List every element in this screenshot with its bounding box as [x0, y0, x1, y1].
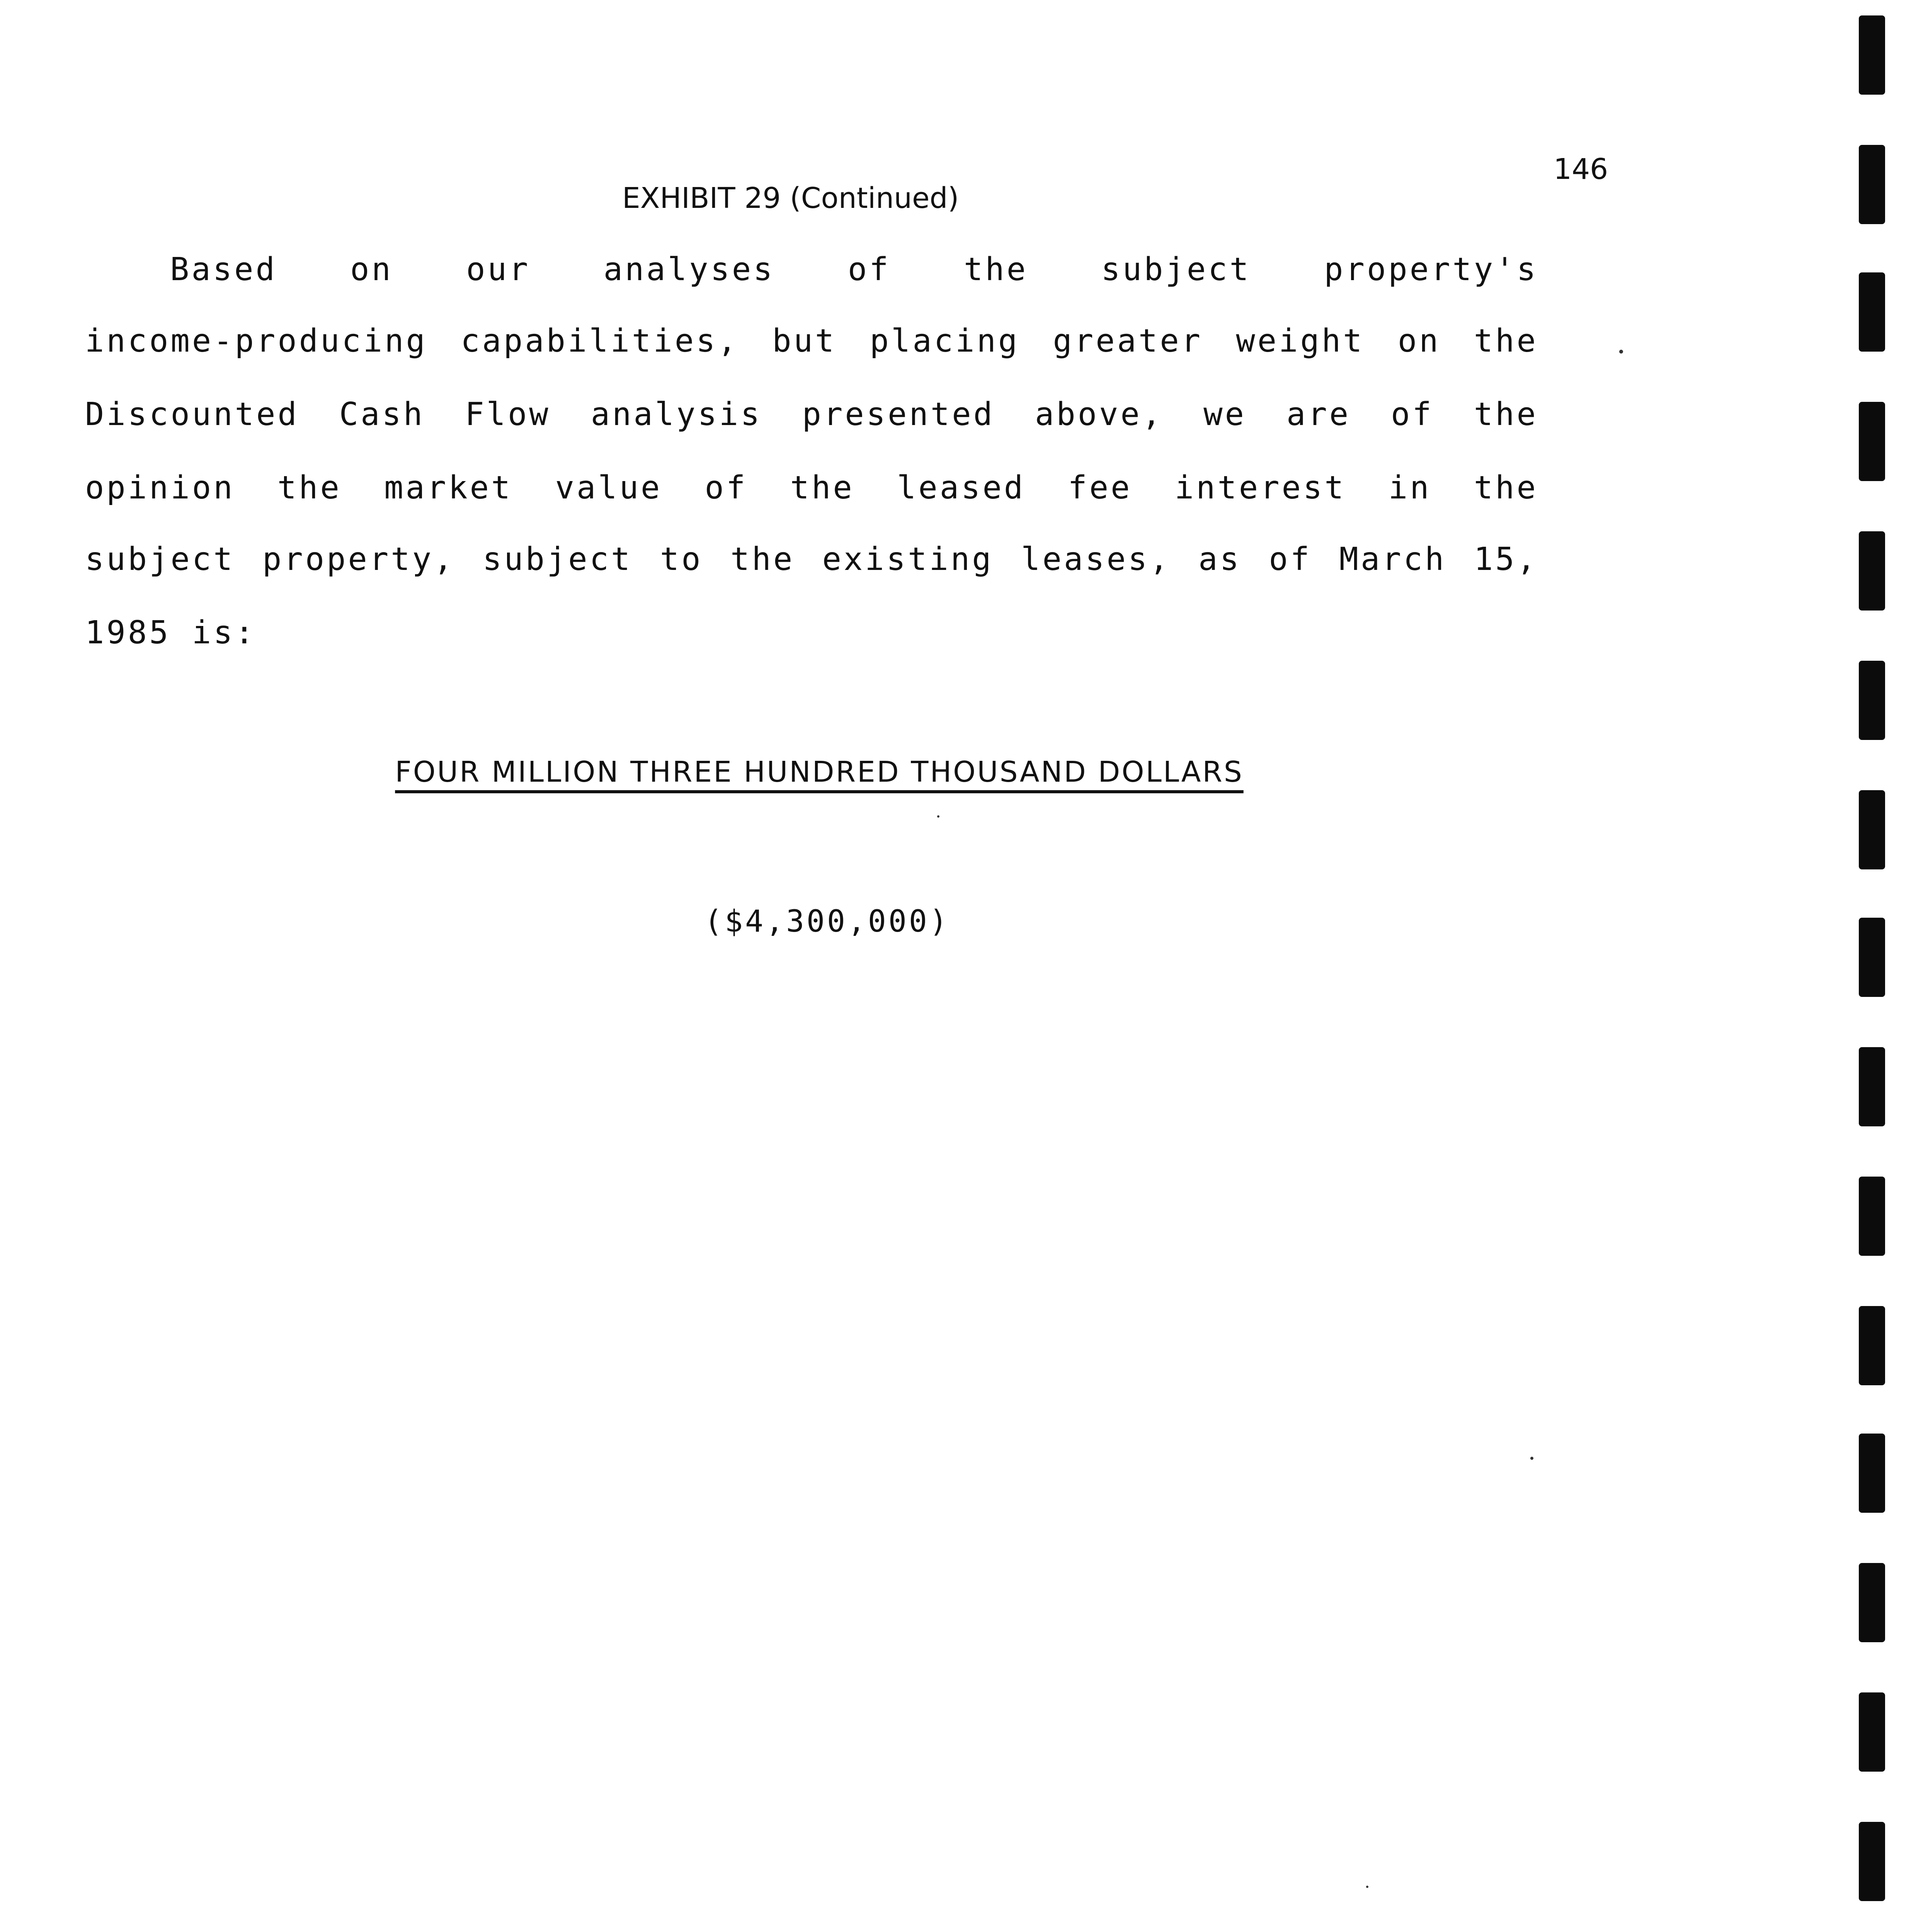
binding-hole: [1859, 1822, 1885, 1901]
binding-hole: [1859, 1177, 1885, 1256]
scan-speck: [1619, 350, 1623, 354]
binding-hole: [1859, 661, 1885, 740]
exhibit-title: EXHIBIT 29 (Continued): [622, 182, 959, 215]
binding-hole: [1859, 402, 1885, 481]
binding-hole: [1859, 145, 1885, 224]
binding-hole: [1859, 1563, 1885, 1642]
binding-holes-strip: [1855, 0, 1916, 1932]
market-value-words: FOUR MILLION THREE HUNDRED THOUSAND DOLLARS: [395, 755, 1244, 789]
binding-hole: [1859, 918, 1885, 997]
binding-hole: [1859, 15, 1885, 95]
binding-hole: [1859, 790, 1885, 869]
binding-hole: [1859, 1047, 1885, 1126]
paragraph-line: 1985 is:: [85, 614, 256, 651]
scan-speck: [1366, 1886, 1368, 1888]
paragraph-line: income-producing capabilities, but placing greater weight on the: [85, 323, 1538, 359]
paragraph-line: opinion the market value of the leased fee interest in the: [85, 469, 1538, 506]
scan-speck: [1530, 1457, 1533, 1460]
binding-hole: [1859, 1434, 1885, 1513]
binding-hole: [1859, 1306, 1885, 1385]
binding-hole: [1859, 531, 1885, 611]
binding-hole: [1859, 272, 1885, 352]
paragraph-line: Discounted Cash Flow analysis presented above, we are of the: [85, 396, 1538, 433]
market-value-figures: ($4,300,000): [704, 904, 950, 939]
paragraph-line: Based on our analyses of the subject property's: [170, 251, 1538, 288]
scan-speck: [937, 815, 939, 818]
page-number: 146: [1554, 153, 1608, 186]
paragraph-line: subject property, subject to the existing leases, as of March 15,: [85, 541, 1538, 578]
binding-hole: [1859, 1692, 1885, 1772]
